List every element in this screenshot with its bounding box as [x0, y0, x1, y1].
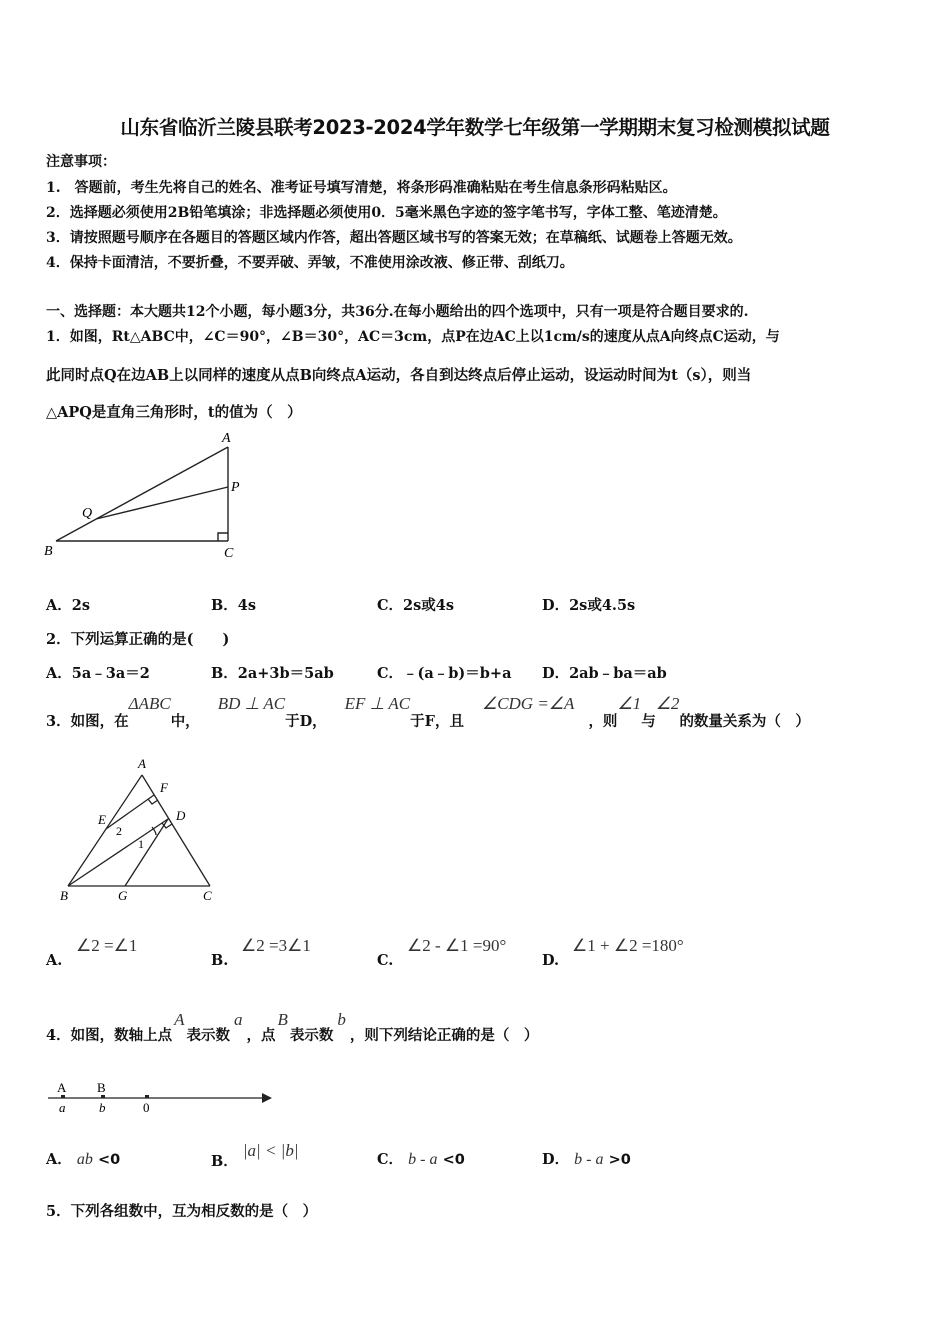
- label-G: G: [118, 888, 128, 903]
- q3-math: ∠CDG =∠A: [481, 694, 575, 713]
- q3-text: 于F，且: [410, 713, 464, 730]
- section-heading: 一、选择题：本大题共12个小题，每小题3分，共36分.在每小题给出的四个选项中，只有一项是符合题目要求的.: [46, 304, 749, 320]
- label-angle-2: 2: [116, 824, 122, 838]
- q2-stem: 2．下列运算正确的是( ): [46, 631, 230, 648]
- q4-option-c[interactable]: C． b - a <0: [377, 1151, 465, 1168]
- label-F: F: [160, 780, 168, 795]
- label-A: A: [57, 1080, 67, 1095]
- q1-option-a[interactable]: A．2s: [46, 597, 91, 614]
- label-zero: 0: [143, 1100, 150, 1115]
- label-b: b: [99, 1100, 106, 1115]
- q4-number-line: [40, 1070, 290, 1120]
- label-A: A: [222, 431, 231, 446]
- notice-item: 2．选择题必须使用2B铅笔填涂；非选择题必须使用0．5毫米黑色字迹的签字笔书写，字体工整、笔迹清楚。: [46, 205, 727, 221]
- notice-item: 1. 答题前，考生先将自己的姓名、准考证号填写清楚，将条形码准确粘贴在考生信息条形码粘贴区。: [46, 180, 677, 196]
- label-B: B: [44, 544, 53, 559]
- q2-option-b[interactable]: B．2a+3b＝5ab: [211, 665, 334, 682]
- q1-line: 1．如图，Rt△ABC中，∠C＝90°，∠B＝30°，AC＝3cm，点P在边AC上以1cm/s的速度从点A向终点C运动，与: [46, 329, 780, 345]
- label-C: C: [203, 888, 212, 903]
- q3-text: 的数量关系为（ ）: [679, 713, 810, 730]
- q3-triangle-figure: [40, 750, 240, 910]
- label-Q: Q: [82, 506, 93, 521]
- q1-line: △APQ是直角三角形时，t的值为（ ）: [46, 404, 302, 421]
- q1-option-b[interactable]: B．4s: [211, 597, 257, 614]
- q3-math: ΔABC: [128, 694, 171, 713]
- q2-option-d[interactable]: D．2ab﹣ba＝ab: [542, 665, 667, 682]
- q4-option-d[interactable]: D． b - a >0: [542, 1151, 631, 1168]
- q3-stem: [46, 694, 810, 734]
- q4-option-b[interactable]: B． |a| < |b|: [211, 1141, 299, 1170]
- notice-heading: 注意事项：: [46, 154, 116, 170]
- q2-option-c[interactable]: C．﹣(a﹣b)＝b+a: [377, 665, 512, 682]
- q3-text: 于D，: [285, 713, 327, 730]
- q3-text: 3．如图，在: [46, 713, 129, 730]
- q3-math: BD ⊥ AC: [217, 694, 286, 713]
- q3-text: 与: [641, 713, 656, 730]
- q4-stem: 4．如图，数轴上点 A 表示数 a ，点 B 表示数 b ，则下列结论正确的是（ ）: [46, 1010, 539, 1044]
- q1-line: 此同时点Q在边AB上以同样的速度从点B向终点A运动，各自到达终点后停止运动，设运动时间为t（s），则当: [46, 367, 752, 384]
- label-angle-1: 1: [138, 837, 144, 851]
- label-B: B: [97, 1080, 106, 1095]
- label-B: B: [60, 888, 68, 903]
- q3-text: 中，: [170, 713, 200, 730]
- q2-option-a[interactable]: A．5a﹣3a＝2: [46, 665, 150, 682]
- q1-triangle-figure: [40, 425, 300, 565]
- q5-stem: 5．下列各组数中，互为相反数的是（ ）: [46, 1203, 318, 1220]
- q4-option-a[interactable]: A． ab <0: [46, 1151, 121, 1168]
- notice-item: 4．保持卡面清洁，不要折叠，不要弄破、弄皱，不准使用涂改液、修正带、刮纸刀。: [46, 255, 574, 271]
- page-title: 山东省临沂兰陵县联考2023-2024学年数学七年级第一学期期末复习检测模拟试题: [120, 116, 830, 139]
- q1-option-d[interactable]: D．2s或4.5s: [542, 597, 636, 614]
- label-C: C: [224, 546, 234, 561]
- notice-item: 3．请按照题号顺序在各题目的答题区域内作答，超出答题区域书写的答案无效；在草稿纸、试题卷上答题无效。: [46, 230, 742, 246]
- label-a: a: [59, 1100, 66, 1115]
- q3-math: ∠1: [617, 694, 642, 713]
- label-A: A: [138, 756, 146, 771]
- q3-math: ∠2: [655, 694, 680, 713]
- label-E: E: [98, 812, 106, 827]
- label-P: P: [231, 480, 240, 495]
- q3-math: EF ⊥ AC: [344, 694, 411, 713]
- label-D: D: [176, 808, 186, 823]
- q3-text: ，则: [588, 713, 618, 730]
- q1-option-c[interactable]: C．2s或4s: [377, 597, 455, 614]
